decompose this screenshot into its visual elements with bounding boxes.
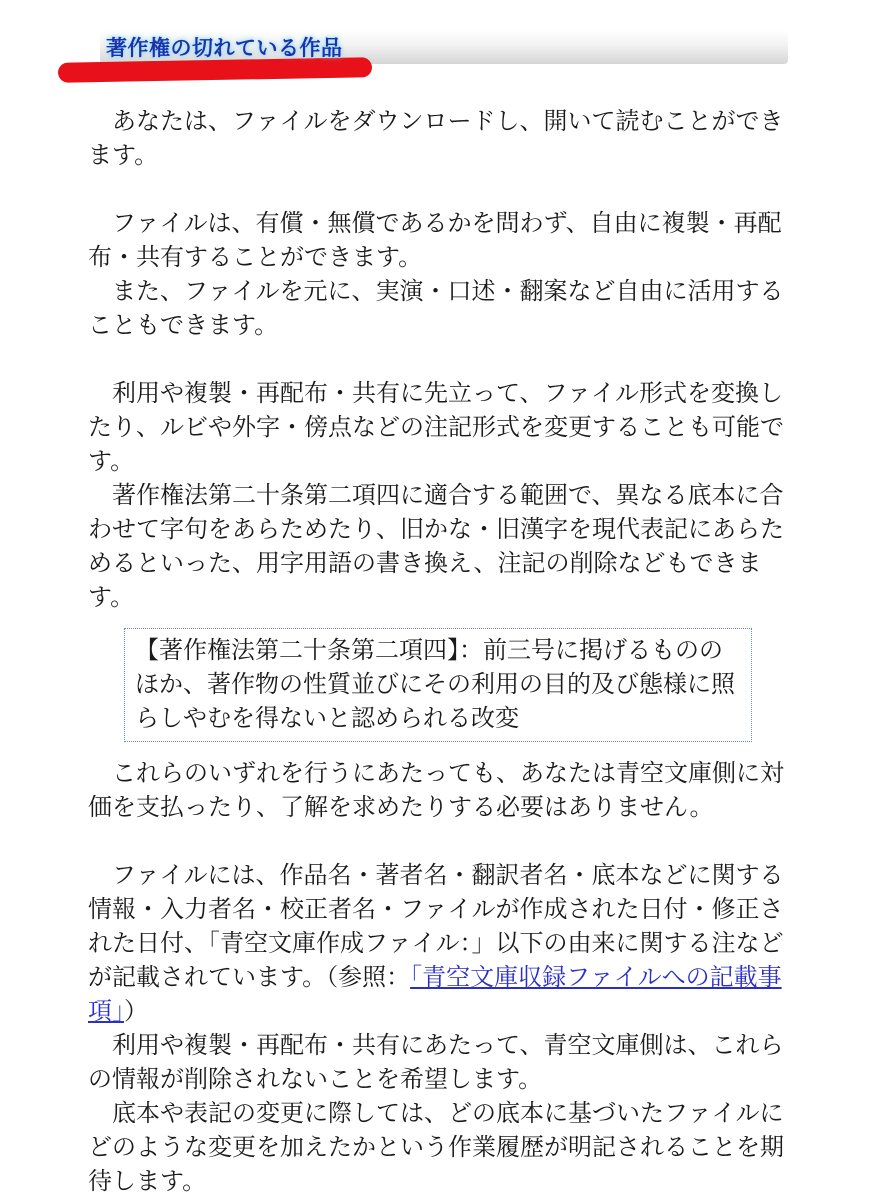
paragraph-copyright-law: 著作権法第二十条第二項四に適合する範囲で、異なる底本に合わせて字句をあらためたり、旧かな・旧漢字を現代表記にあらためるといった、用字用語の書き換え、注記の削除などもできます。 <box>88 481 784 611</box>
paragraph-keep-info: 利用や複製・再配布・共有にあたって、青空文庫側は、これらの情報が削除されないことを希望します。 <box>88 1031 784 1093</box>
paragraph-gap <box>88 824 788 858</box>
paragraph-no-fee: これらのいずれを行うにあたっても、あなたは青空文庫側に対価を支払ったり、了解を求めたりする必要はありません。 <box>88 759 784 821</box>
paragraph-history: 底本や表記の変更に際しては、どの底本に基づいたファイルにどのような変更を加えたかという作業履歴が明記されることを期待します。 <box>88 1099 784 1195</box>
paragraph-gap <box>88 172 788 206</box>
section-title: 著作権の切れている作品 <box>106 36 343 60</box>
paragraph-file-info <box>88 858 788 1028</box>
law-note-box <box>124 628 752 742</box>
reference-link[interactable]: 「青空文庫収録ファイルへの記載事項」 <box>88 963 782 1025</box>
paragraph-redistribute: ファイルは、有償・無償であるかを問わず、自由に複製・再配布・共有することができます。 <box>88 209 782 271</box>
file-info-text: ファイルには、作品名・著者名・翻訳者名・底本などに関する情報・入力者名・校正者名・ファイルが作成された日付・修正された日付、「青空文庫作成ファイル：」以下の由来に関する注などが記載されています。（参照： <box>88 861 784 991</box>
paragraph-convert: 利用や複製・再配布・共有に先立って、ファイル形式を変換したり、ルビや外字・傍点などの注記形式を変更することも可能です。 <box>88 379 784 475</box>
paragraph-adapt: また、ファイルを元に、実演・口述・翻案など自由に活用することもできます。 <box>88 277 784 339</box>
article-body <box>88 104 788 1198</box>
paragraph-gap <box>88 342 788 376</box>
paragraph-download: あなたは、ファイルをダウンロードし、開いて読むことができます。 <box>88 107 784 169</box>
file-info-close: ） <box>124 997 148 1025</box>
law-note-text: 【著作権法第二十条第二項四】：前三号に掲げるもののほか、著作物の性質並びにその利用の目的及び態様に照らしやむを得ないと認められる改変 <box>135 636 735 732</box>
